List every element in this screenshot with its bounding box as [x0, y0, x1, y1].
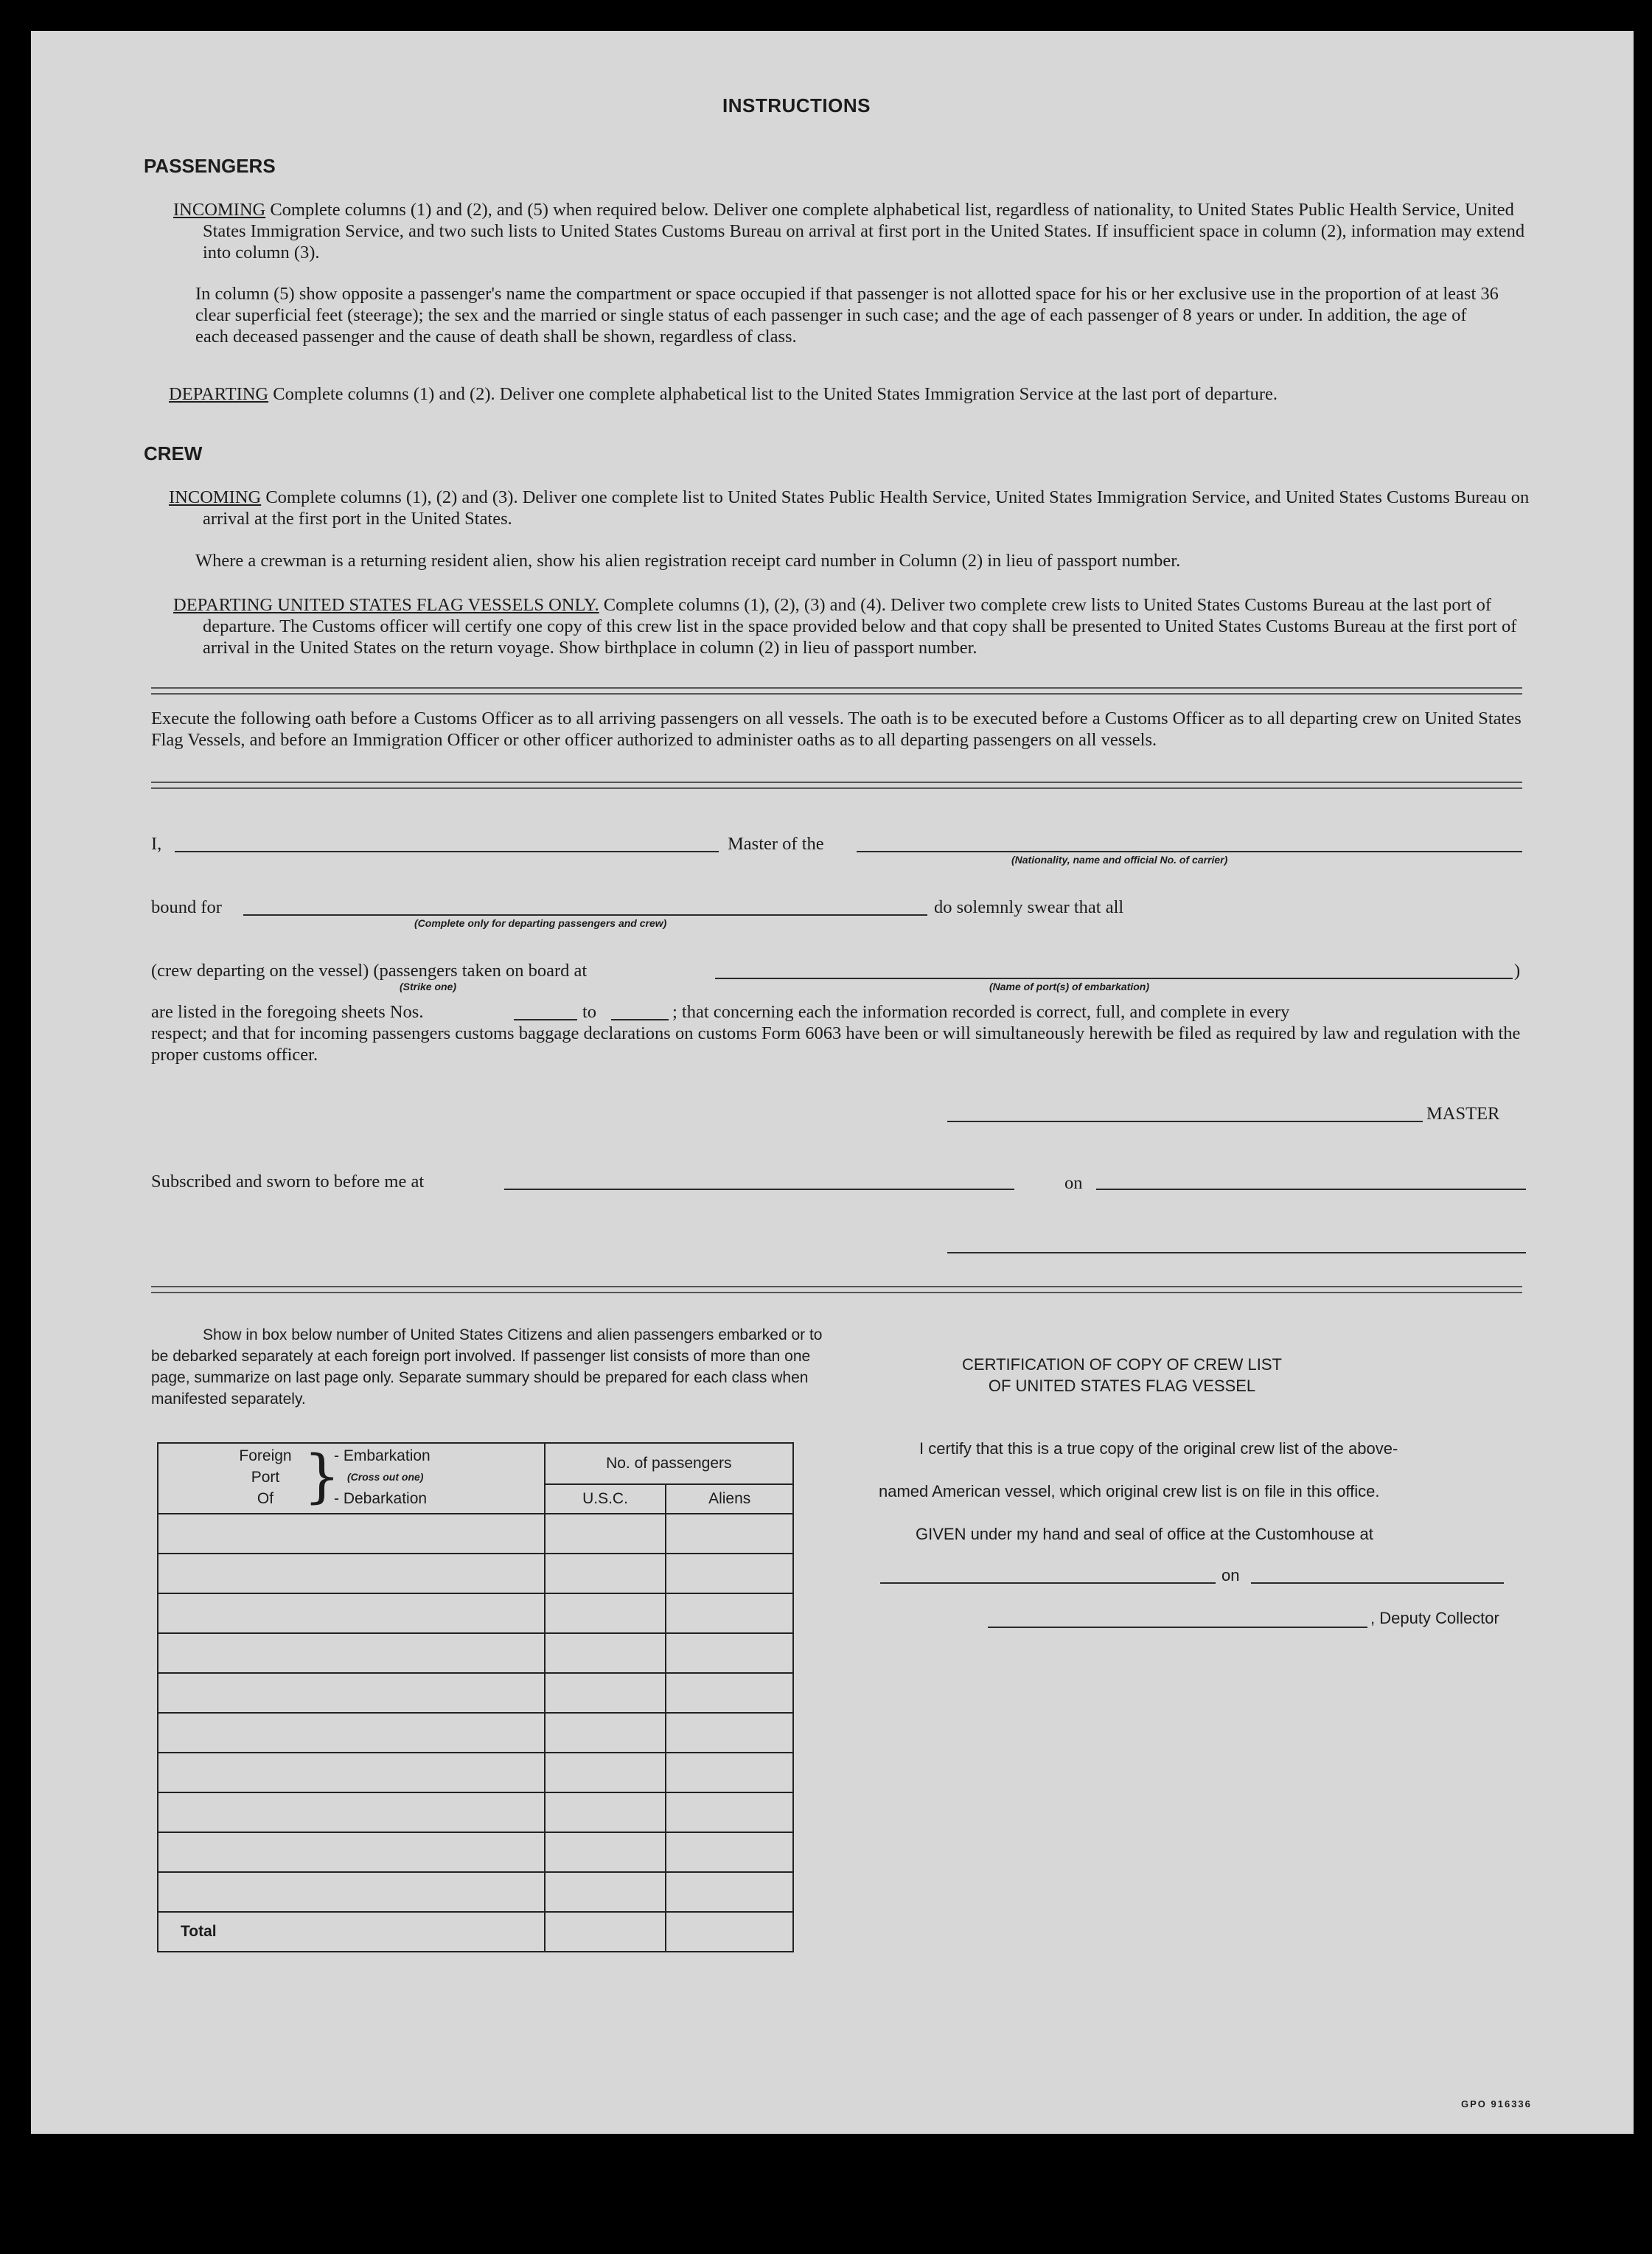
foreign-port-header	[158, 1443, 545, 1514]
oath-do-solemnly: do solemnly swear that all	[934, 897, 1124, 917]
oath-listed-rest: respect; and that for incoming passengers customs baggage declarations on customs Form 6063 have been or will simultaneously herewith be filed as required by law and regulation with the proper customs officer.	[151, 1023, 1521, 1065]
crew-resident: Where a crewman is a returning resident alien, show his alien registration receipt card number in Column (2) in lieu of passport number.	[195, 551, 1181, 571]
aliens-cell[interactable]	[666, 1673, 793, 1713]
port-cell[interactable]	[158, 1832, 545, 1872]
crew-departing-label: DEPARTING UNITED STATES FLAG VESSELS ONLY.	[173, 595, 599, 615]
certify-on-label: on	[1221, 1566, 1240, 1585]
oath-listed-to: to	[582, 1002, 597, 1022]
aliens-cell[interactable]	[666, 1633, 793, 1673]
customhouse-line[interactable]	[880, 1582, 1216, 1584]
port-cell[interactable]	[158, 1514, 545, 1554]
passengers-departing-label: DEPARTING	[169, 384, 269, 404]
crew-incoming-text: Complete columns (1), (2) and (3). Deliver one complete list to United States Public Health Service, United States Immigration Service, and United States Customs Bureau on arrival at the first port in the United States.	[203, 487, 1530, 529]
usc-total-cell[interactable]	[545, 1912, 666, 1952]
total-label: Total	[158, 1912, 545, 1952]
port-label: Port	[251, 1469, 280, 1486]
table-row	[158, 1673, 793, 1713]
oath-crew-departing: (crew departing on the vessel) (passengers taken on board at	[151, 961, 588, 981]
certification-title-2: OF UNITED STATES FLAG VESSEL	[988, 1377, 1256, 1395]
aliens-cell[interactable]	[666, 1713, 793, 1753]
passengers-heading: PASSENGERS	[144, 155, 276, 177]
strike-one-note: (Strike one)	[400, 981, 457, 992]
no-passengers-header: No. of passengers	[545, 1443, 793, 1484]
officer-signature-line[interactable]	[947, 1252, 1526, 1253]
table-row	[158, 1753, 793, 1792]
total-row	[158, 1912, 793, 1952]
crew-incoming	[169, 487, 1534, 529]
port-cell[interactable]	[158, 1713, 545, 1753]
passenger-summary-table	[157, 1442, 794, 1952]
usc-cell[interactable]	[545, 1673, 666, 1713]
destination-line[interactable]	[243, 914, 927, 916]
usc-cell[interactable]	[545, 1593, 666, 1633]
usc-cell[interactable]	[545, 1633, 666, 1673]
certify-line-3: GIVEN under my hand and seal of office at the Customhouse at	[916, 1525, 1373, 1543]
sworn-date-line[interactable]	[1096, 1189, 1526, 1190]
port-cell[interactable]	[158, 1753, 545, 1792]
aliens-cell[interactable]	[666, 1554, 793, 1593]
oath-bound-for: bound for	[151, 897, 222, 917]
usc-cell[interactable]	[545, 1792, 666, 1832]
crew-departing-text: Complete columns (1), (2), (3) and (4). Deliver two complete crew lists to United States Customs Bureau at the last port of departure. The Customs officer will certify one copy of this crew list in the space provided below and that copy shall be presented to United States Customs Bureau at the first port of arrival in the United States on the return voyage. Show birthplace in column (2) in lieu of passport number.	[203, 595, 1517, 658]
page-title: INSTRUCTIONS	[722, 94, 871, 116]
aliens-cell[interactable]	[666, 1792, 793, 1832]
complete-note: (Complete only for departing passengers and crew)	[414, 917, 667, 929]
aliens-cell[interactable]	[666, 1514, 793, 1554]
port-cell[interactable]	[158, 1633, 545, 1673]
deputy-collector-label: , Deputy Collector	[1370, 1609, 1499, 1627]
passengers-column5: In column (5) show opposite a passenger's name the compartment or space occupied if that passenger is not allotted space for his or her exclusive use in the proportion of at least 36 clear superficial feet (steerage); the sex and the married or single status of each passenger in such case; and the age of each passenger of 8 years or under. In addition, the age of each deceased passenger and the cause of death shall be shown, regardless of class.	[195, 284, 1499, 347]
table-row	[158, 1872, 793, 1912]
port-cell[interactable]	[158, 1554, 545, 1593]
aliens-cell[interactable]	[666, 1832, 793, 1872]
subscribed-label: Subscribed and sworn to before me at	[151, 1172, 425, 1192]
certify-line-1: I certify that this is a true copy of the original crew list of the above-	[919, 1439, 1398, 1458]
oath-master-of: Master of the	[728, 834, 824, 854]
table-row	[158, 1593, 793, 1633]
name-line[interactable]	[175, 851, 719, 852]
embarkation-label: - Embarkation	[334, 1447, 431, 1464]
debarkation-label: - Debarkation	[334, 1490, 428, 1507]
aliens-header: Aliens	[666, 1484, 793, 1514]
oath-i: I,	[151, 834, 162, 854]
aliens-cell[interactable]	[666, 1753, 793, 1792]
oath-instructions: Execute the following oath before a Customs Officer as to all arriving passengers on all vessels. The oath is to be executed before a Customs Officer as to all departing crew on United States Flag Vessels, and before an Immigration Officer or other officer authorized to administer oaths as to all departing passengers on all vessels.	[151, 709, 1522, 750]
divider	[151, 1286, 1522, 1293]
crew-heading: CREW	[144, 442, 203, 465]
table-row	[158, 1832, 793, 1872]
port-cell[interactable]	[158, 1673, 545, 1713]
usc-cell[interactable]	[545, 1832, 666, 1872]
of-label: Of	[257, 1490, 274, 1507]
divider	[151, 687, 1522, 695]
passengers-incoming-label: INCOMING	[173, 200, 266, 220]
deputy-signature-line[interactable]	[988, 1627, 1367, 1628]
port-cell[interactable]	[158, 1792, 545, 1832]
passengers-departing	[169, 383, 1534, 405]
table-row	[158, 1792, 793, 1832]
master-signature-line[interactable]	[947, 1121, 1423, 1122]
foreign-label: Foreign	[239, 1447, 292, 1464]
sheet-to-line[interactable]	[611, 1019, 669, 1020]
summary-instructions: Show in box below number of United States Citizens and alien passengers embarked or to be debarked separately at each foreign port involved. If passenger list consists of more than one page, summarize on last page only. Separate summary should be prepared for each class when manifested separately.	[151, 1326, 823, 1408]
sworn-on-label: on	[1064, 1173, 1083, 1193]
aliens-total-cell[interactable]	[666, 1912, 793, 1952]
certification-title	[879, 1354, 1365, 1396]
certification-title-1: CERTIFICATION OF COPY OF CREW LIST	[962, 1355, 1282, 1374]
master-label: MASTER	[1426, 1104, 1500, 1124]
cross-out-note: (Cross out one)	[347, 1471, 424, 1483]
sworn-place-line[interactable]	[504, 1189, 1014, 1190]
carrier-line[interactable]	[857, 851, 1522, 852]
crew-departing	[173, 594, 1530, 658]
table-row	[158, 1713, 793, 1753]
sheet-from-line[interactable]	[514, 1019, 577, 1020]
usc-cell[interactable]	[545, 1753, 666, 1792]
aliens-cell[interactable]	[666, 1593, 793, 1633]
table-row	[158, 1514, 793, 1554]
port-cell[interactable]	[158, 1872, 545, 1912]
usc-cell[interactable]	[545, 1514, 666, 1554]
brace-icon: }	[304, 1444, 341, 1510]
oath-listed-a: are listed in the foregoing sheets Nos.	[151, 1002, 424, 1022]
usc-cell[interactable]	[545, 1554, 666, 1593]
nationality-note: (Nationality, name and official No. of carrier)	[1011, 854, 1228, 866]
usc-cell[interactable]	[545, 1872, 666, 1912]
passengers-incoming-text: Complete columns (1) and (2), and (5) when required below. Deliver one complete alphabetical list, regardless of nationality, to United States Public Health Service, United States Immigration Service, and two such lists to United States Customs Bureau on arrival at first port in the United States. If insufficient space in column (2), information may extend into column (3).	[203, 200, 1525, 262]
aliens-cell[interactable]	[666, 1872, 793, 1912]
usc-cell[interactable]	[545, 1713, 666, 1753]
gpo-footer: GPO 916336	[1461, 2098, 1532, 2109]
table-row	[158, 1633, 793, 1673]
passengers-incoming	[173, 199, 1530, 263]
certify-date-line[interactable]	[1251, 1582, 1504, 1584]
table-row	[158, 1554, 793, 1593]
oath-close-paren: )	[1514, 961, 1521, 981]
divider	[151, 782, 1522, 789]
oath-listed-b: ; that concerning each the information recorded is correct, full, and complete in every	[672, 1002, 1290, 1022]
port-note: (Name of port(s) of embarkation)	[989, 981, 1150, 992]
embark-port-line[interactable]	[715, 978, 1513, 979]
form-page	[31, 31, 1634, 2134]
passengers-departing-text: Complete columns (1) and (2). Deliver one complete alphabetical list to the United States Immigration Service at the last port of departure.	[273, 384, 1278, 404]
certify-line-2: named American vessel, which original crew list is on file in this office.	[879, 1482, 1380, 1500]
crew-incoming-label: INCOMING	[169, 487, 262, 507]
usc-header: U.S.C.	[545, 1484, 666, 1514]
port-cell[interactable]	[158, 1593, 545, 1633]
